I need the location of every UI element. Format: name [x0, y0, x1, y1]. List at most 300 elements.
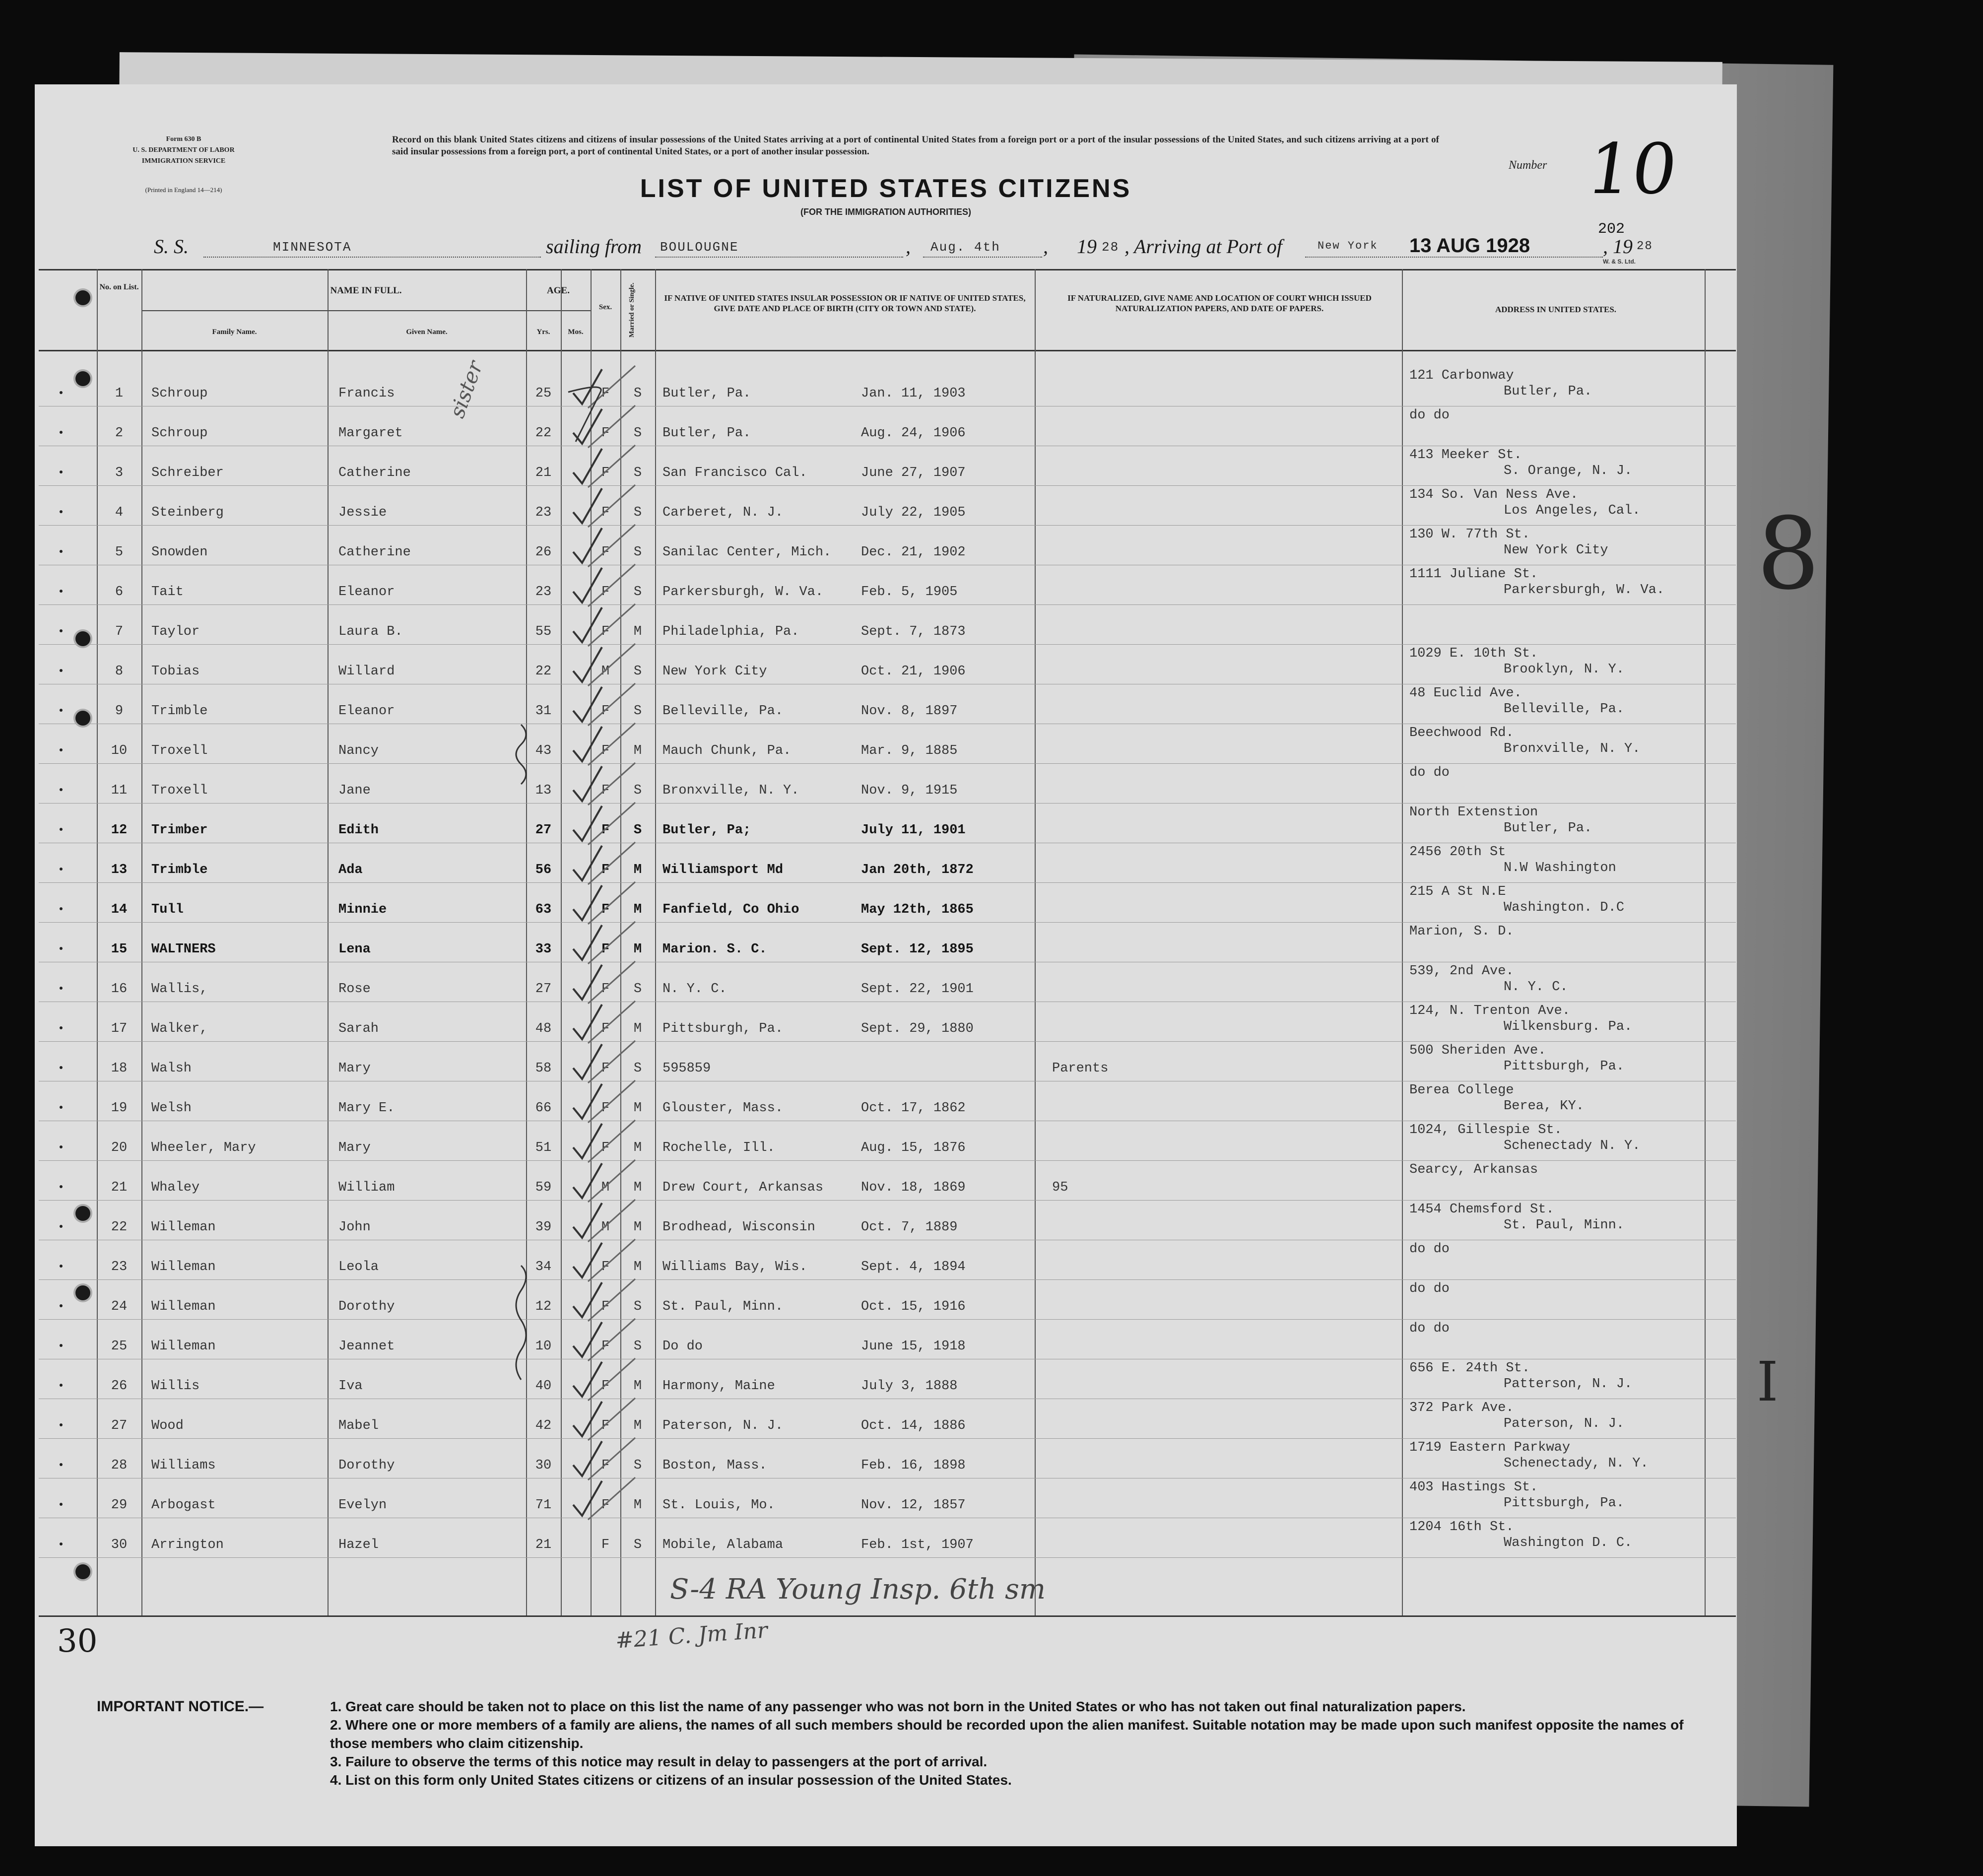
cell-address-line2: Schenectady N. Y. — [1504, 1139, 1641, 1153]
cell-ms: M — [633, 1260, 642, 1274]
col-address: ADDRESS IN UNITED STATES. — [1495, 305, 1617, 314]
table-row — [35, 1520, 1737, 1567]
cell-date: Nov. 12, 1857 — [861, 1498, 966, 1513]
cell-given: Mabel — [338, 1418, 379, 1433]
cell-date: Mar. 9, 1885 — [861, 743, 958, 758]
col-sex: Sex. — [598, 303, 612, 311]
cell-family: Taylor — [151, 624, 200, 639]
table-row — [35, 726, 1737, 773]
cell-given: Jeannet — [338, 1339, 395, 1354]
cell-age: 12 — [535, 1299, 552, 1314]
year-label-2: 19 — [1613, 235, 1633, 258]
ss-label: S. S. — [154, 235, 189, 258]
row-dot — [60, 1145, 63, 1148]
cell-place: 595859 — [662, 1061, 711, 1076]
cell-no: 22 — [111, 1220, 128, 1235]
port-to: New York — [1318, 240, 1378, 252]
cell-sex: F — [601, 1458, 610, 1473]
cell-family: Wood — [151, 1418, 184, 1433]
cell-sex: F — [601, 585, 610, 600]
cell-address-line2: Berea, KY. — [1504, 1099, 1585, 1114]
sailing-date: Aug. 4th — [930, 240, 1000, 255]
cell-sex: F — [601, 505, 610, 520]
printed-note: (Printed in England 14—214) — [145, 186, 222, 194]
printer-mark: W. & S. Ltd. — [1603, 258, 1636, 265]
cell-family: Arrington — [151, 1538, 224, 1552]
cell-ms: S — [633, 426, 642, 441]
cell-date: Oct. 14, 1886 — [861, 1418, 966, 1433]
cell-family: Whaley — [151, 1180, 200, 1195]
cell-sex: F — [601, 1418, 610, 1433]
cell-date: Nov. 8, 1897 — [861, 704, 958, 719]
cell-no: 2 — [115, 426, 124, 441]
cell-given: Francis — [338, 386, 395, 401]
cell-address-line1: 372 Park Ave. — [1409, 1401, 1514, 1415]
cell-no: 25 — [111, 1339, 128, 1354]
row-dot — [60, 987, 63, 990]
cell-nat: 95 — [1052, 1180, 1068, 1195]
cell-given: Margaret — [338, 426, 403, 441]
cell-no: 16 — [111, 982, 128, 997]
cell-family: Walker, — [151, 1021, 208, 1036]
cell-no: 7 — [115, 624, 124, 639]
cell-address-line1: do do — [1409, 1281, 1450, 1296]
cell-no: 29 — [111, 1498, 128, 1513]
cell-date: Oct. 7, 1889 — [861, 1220, 958, 1235]
cell-no: 14 — [111, 902, 128, 917]
cell-given: Mary — [338, 1140, 371, 1155]
cell-sex: F — [601, 545, 610, 560]
cell-given: Catherine — [338, 545, 411, 560]
cell-sex: F — [601, 1339, 610, 1354]
cell-age: 55 — [535, 624, 552, 639]
cell-no: 30 — [111, 1538, 128, 1552]
cell-family: Willeman — [151, 1339, 216, 1354]
cell-address-line1: 215 A St N.E — [1409, 884, 1506, 899]
cell-age: 71 — [535, 1498, 552, 1513]
cell-address-line2: Parkersburgh, W. Va. — [1504, 583, 1665, 598]
cell-ms: S — [633, 386, 642, 401]
cell-date: Dec. 21, 1902 — [861, 545, 966, 560]
cell-ms: S — [633, 664, 642, 679]
cell-age: 22 — [535, 426, 552, 441]
cell-address-line1: 121 Carbonway — [1409, 368, 1514, 383]
cell-ms: M — [633, 1498, 642, 1513]
cell-place: Williamsport Md — [662, 863, 784, 877]
year-label: 19 — [1077, 235, 1097, 258]
cell-date: July 11, 1901 — [861, 823, 966, 838]
col-yrs: Yrs. — [536, 328, 550, 336]
cell-age: 23 — [535, 505, 552, 520]
cell-address-line1: Marion, S. D. — [1409, 924, 1514, 939]
cell-date: Nov. 18, 1869 — [861, 1180, 966, 1195]
cell-place: Paterson, N. J. — [662, 1418, 784, 1433]
cell-address-line1: 2456 20th St — [1409, 845, 1506, 860]
cell-no: 26 — [111, 1379, 128, 1394]
cell-address-line1: 413 Meeker St. — [1409, 448, 1522, 463]
cell-age: 43 — [535, 743, 552, 758]
cell-age: 21 — [535, 466, 552, 480]
cell-address-line1: 1719 Eastern Parkway — [1409, 1440, 1571, 1455]
cell-ms: S — [633, 585, 642, 600]
cell-family: Troxell — [151, 783, 208, 798]
binding-hole — [75, 1564, 90, 1579]
cell-nat: Parents — [1052, 1061, 1109, 1076]
cell-address-line1: do do — [1409, 765, 1450, 780]
cell-ms: S — [633, 1538, 642, 1552]
cell-address-line1: 1029 E. 10th St. — [1409, 646, 1538, 661]
cell-given: Jane — [338, 783, 371, 798]
row-dot — [60, 391, 63, 394]
cell-address-line1: 48 Euclid Ave. — [1409, 686, 1522, 701]
cell-given: Ada — [338, 863, 363, 877]
cell-ms: S — [633, 823, 642, 838]
cell-place: New York City — [662, 664, 767, 679]
cell-no: 1 — [115, 386, 124, 401]
cell-age: 39 — [535, 1220, 552, 1235]
cell-address-line1: 539, 2nd Ave. — [1409, 964, 1514, 979]
cell-family: Welsh — [151, 1101, 192, 1116]
cell-address-line1: 124, N. Trenton Ave. — [1409, 1004, 1571, 1018]
cell-place: San Francisco Cal. — [662, 466, 807, 480]
cell-family: Willis — [151, 1379, 200, 1394]
cell-date: July 22, 1905 — [861, 505, 966, 520]
cell-sex: F — [601, 1299, 610, 1314]
cell-address-line2: Pittsburgh, Pa. — [1504, 1059, 1625, 1074]
cell-age: 26 — [535, 545, 552, 560]
row-dot — [60, 1066, 63, 1069]
cell-family: Steinberg — [151, 505, 224, 520]
cell-address-line2: Paterson, N. J. — [1504, 1416, 1625, 1431]
cell-family: Willeman — [151, 1220, 216, 1235]
cell-sex: F — [601, 624, 610, 639]
department: U. S. DEPARTMENT OF LABOR — [132, 146, 235, 154]
cell-place: Butler, Pa; — [662, 823, 751, 838]
row-dot — [60, 1542, 63, 1545]
cell-no: 19 — [111, 1101, 128, 1116]
cell-place: St. Paul, Minn. — [662, 1299, 784, 1314]
cell-given: William — [338, 1180, 395, 1195]
cell-age: 27 — [535, 982, 552, 997]
service: IMMIGRATION SERVICE — [141, 157, 226, 165]
cell-sex: F — [601, 863, 610, 877]
handwritten-inspector-note: S-4 RA Young Insp. 6th sm — [670, 1573, 1046, 1606]
cell-address-line1: 500 Sheriden Ave. — [1409, 1043, 1546, 1058]
cell-place: Drew Court, Arkansas — [662, 1180, 824, 1195]
row-dot — [60, 1463, 63, 1466]
cell-address-line1: do do — [1409, 1242, 1450, 1257]
cell-sex: F — [601, 1538, 610, 1552]
cell-sex: F — [601, 982, 610, 997]
cell-place: Do do — [662, 1339, 703, 1354]
cell-no: 5 — [115, 545, 124, 560]
cell-age: 58 — [535, 1061, 552, 1076]
cell-address-line2: Butler, Pa. — [1504, 384, 1592, 399]
cell-sex: F — [601, 942, 610, 957]
row-dot — [60, 1225, 63, 1228]
row-dot — [60, 868, 63, 871]
cell-family: Walsh — [151, 1061, 192, 1076]
cell-place: St. Louis, Mo. — [662, 1498, 775, 1513]
arrival-year: 28 — [1637, 240, 1653, 253]
cell-ms: M — [633, 624, 642, 639]
cell-family: Trimble — [151, 863, 208, 877]
cell-sex: F — [601, 743, 610, 758]
cell-address-line1: 1204 16th St. — [1409, 1520, 1514, 1535]
row-dot — [60, 1304, 63, 1307]
row-dot — [60, 1344, 63, 1347]
cell-address-line1: 1024, Gillespie St. — [1409, 1123, 1562, 1138]
cell-date: Feb. 1st, 1907 — [861, 1538, 974, 1552]
cell-ms: S — [633, 1299, 642, 1314]
cell-place: Sanilac Center, Mich. — [662, 545, 832, 560]
cell-address-line1: 1111 Juliane St. — [1409, 567, 1538, 582]
cell-sex: F — [601, 386, 610, 401]
cell-given: Minnie — [338, 902, 387, 917]
cell-no: 11 — [111, 783, 128, 798]
cell-no: 8 — [115, 664, 124, 679]
cell-place: Rochelle, Ill. — [662, 1140, 775, 1155]
cell-age: 63 — [535, 902, 552, 917]
notice-heading: IMPORTANT NOTICE.— — [97, 1698, 264, 1715]
cell-ms: S — [633, 704, 642, 719]
cell-date: May 12th, 1865 — [861, 902, 974, 917]
cell-sex: F — [601, 823, 610, 838]
cell-date: Feb. 5, 1905 — [861, 585, 958, 600]
cell-sex: F — [601, 1260, 610, 1274]
col-naturalized: IF NATURALIZED, GIVE NAME AND LOCATION OF COURT WHICH ISSUED NATURALIZATION PAPERS, AND DATE OF PAPERS. — [1067, 293, 1372, 313]
table-row — [35, 1281, 1737, 1329]
col-birth: IF NATIVE OF UNITED STATES INSULAR POSSESSION OR IF NATIVE OF UNITED STATES, GIVE DATE AND PLACE OF BIRTH (CITY OR TOWN AND STATE). — [664, 293, 1026, 313]
cell-date: Oct. 21, 1906 — [861, 664, 966, 679]
cell-age: 21 — [535, 1538, 552, 1552]
cell-ms: M — [633, 1101, 642, 1116]
cell-date: Aug. 15, 1876 — [861, 1140, 966, 1155]
cell-place: Glouster, Mass. — [662, 1101, 784, 1116]
cell-ms: M — [633, 1418, 642, 1433]
cell-ms: M — [633, 1180, 642, 1195]
row-dot — [60, 629, 63, 632]
handwritten-sister-note: sister — [444, 357, 488, 421]
cell-address-line1: 403 Hastings St. — [1409, 1480, 1538, 1495]
cell-place: Butler, Pa. — [662, 386, 751, 401]
row-dot — [60, 788, 63, 791]
cell-date: June 15, 1918 — [861, 1339, 966, 1354]
row-dot — [60, 669, 63, 672]
handwritten-row21-note: #21 C. Jm Inr — [614, 1617, 769, 1654]
col-given-name: Given Name. — [406, 328, 448, 336]
cell-address-line1: 1454 Chemsford St. — [1409, 1202, 1554, 1217]
page-title: LIST OF UNITED STATES CITIZENS — [640, 174, 1132, 203]
cell-given: Willard — [338, 664, 395, 679]
cell-address-line2: New York City — [1504, 543, 1608, 558]
cell-place: Carberet, N. J. — [662, 505, 784, 520]
cell-sex: M — [601, 1180, 610, 1195]
cell-date: Jan 20th, 1872 — [861, 863, 974, 877]
cell-no: 28 — [111, 1458, 128, 1473]
cell-ms: M — [633, 1220, 642, 1235]
cell-place: Mauch Chunk, Pa. — [662, 743, 792, 758]
manifest-page — [35, 84, 1737, 1846]
cell-family: Wallis, — [151, 982, 208, 997]
cell-family: Schroup — [151, 386, 208, 401]
cell-sex: F — [601, 1140, 610, 1155]
cell-given: Nancy — [338, 743, 379, 758]
cell-address-line2: Butler, Pa. — [1504, 821, 1592, 836]
cell-no: 6 — [115, 585, 124, 600]
cell-sex: F — [601, 783, 610, 798]
cell-no: 10 — [111, 743, 128, 758]
cell-no: 4 — [115, 505, 124, 520]
stamp-number: 202 — [1598, 221, 1625, 238]
cell-ms: M — [633, 902, 642, 917]
row-dot — [60, 748, 63, 751]
row-dot — [60, 1026, 63, 1029]
cell-date: Aug. 24, 1906 — [861, 426, 966, 441]
form-number: Form 630 B — [166, 135, 201, 143]
cell-place: Boston, Mass. — [662, 1458, 767, 1473]
cell-given: Jessie — [338, 505, 387, 520]
cell-family: Willeman — [151, 1260, 216, 1274]
cell-place: Harmony, Maine — [662, 1379, 775, 1394]
cell-family: Arbogast — [151, 1498, 216, 1513]
cell-place: Williams Bay, Wis. — [662, 1260, 807, 1274]
cell-age: 34 — [535, 1260, 552, 1274]
cell-address-line2: N. Y. C. — [1504, 980, 1568, 995]
col-married-single: Married or Single. — [628, 282, 636, 338]
cell-given: Edith — [338, 823, 379, 838]
cell-sex: F — [601, 1061, 610, 1076]
cell-age: 33 — [535, 942, 552, 957]
cell-address-line1: do do — [1409, 408, 1450, 423]
cell-place: Marion. S. C. — [662, 942, 767, 957]
cell-place: Parkersburgh, W. Va. — [662, 585, 824, 600]
cell-age: 25 — [535, 386, 552, 401]
cell-address-line1: do do — [1409, 1321, 1450, 1336]
row-dot — [60, 907, 63, 910]
cell-ms: M — [633, 743, 642, 758]
cell-address-line2: S. Orange, N. J. — [1504, 464, 1633, 478]
ship-name: MINNESOTA — [273, 240, 352, 255]
cell-family: Wheeler, Mary — [151, 1140, 256, 1155]
cell-ms: M — [633, 1021, 642, 1036]
cell-given: Catherine — [338, 466, 411, 480]
cell-family: Troxell — [151, 743, 208, 758]
cell-place: Bronxville, N. Y. — [662, 783, 799, 798]
cell-date: Feb. 16, 1898 — [861, 1458, 966, 1473]
cell-no: 9 — [115, 704, 124, 719]
cell-given: John — [338, 1220, 371, 1235]
cell-family: Schroup — [151, 426, 208, 441]
cell-place: N. Y. C. — [662, 982, 727, 997]
binding-hole — [75, 290, 90, 305]
arrival-stamp: 13 AUG 1928 — [1409, 235, 1530, 257]
cell-given: Leola — [338, 1260, 379, 1274]
cell-address-line2: Washington D. C. — [1504, 1536, 1633, 1550]
binding-hole — [75, 631, 90, 646]
cell-date: Sept. 29, 1880 — [861, 1021, 974, 1036]
cell-given: Laura B. — [338, 624, 403, 639]
cell-sex: F — [601, 902, 610, 917]
cell-no: 13 — [111, 863, 128, 877]
col-age: AGE. — [547, 285, 570, 296]
cell-date: Sept. 12, 1895 — [861, 942, 974, 957]
cell-family: Trimble — [151, 704, 208, 719]
cell-address-line1: 656 E. 24th St. — [1409, 1361, 1530, 1376]
record-instructions: Record on this blank United States citizens and citizens of insular possessions of the United States arriving at a port of continental United States from a foreign port or a port of the insular possessions of the United States, and such citizens arriving at a port of said insular possessions from a foreign port, a port of continental United States, or a port of another insular possession. — [392, 134, 1439, 157]
cell-age: 66 — [535, 1101, 552, 1116]
cell-family: Williams — [151, 1458, 216, 1473]
row-dot — [60, 1503, 63, 1506]
col-family-name: Family Name. — [212, 328, 257, 336]
row-dot — [60, 550, 63, 553]
cell-date: Oct. 15, 1916 — [861, 1299, 966, 1314]
side-handwritten-8: 8 — [1757, 496, 1820, 612]
cell-place: Mobile, Alabama — [662, 1538, 784, 1552]
cell-given: Dorothy — [338, 1299, 395, 1314]
cell-ms: M — [633, 1379, 642, 1394]
notice-item: 2. Where one or more members of a family are aliens, the names of all such members should be recorded upon the alien manifest. Suitable notation may be made upon such manifest opposite the names of those members who claim citizenship. — [330, 1717, 1684, 1751]
cell-place: Philadelphia, Pa. — [662, 624, 799, 639]
row-dot — [60, 947, 63, 950]
cell-family: Tait — [151, 585, 184, 600]
notice-item: 4. List on this form only United States citizens or citizens of an insular possession of the United States. — [330, 1772, 1012, 1788]
list-number: 10 — [1582, 129, 1682, 210]
cell-age: 22 — [535, 664, 552, 679]
cell-ms: S — [633, 1339, 642, 1354]
row-dot — [60, 1265, 63, 1268]
cell-address-line1: Berea College — [1409, 1083, 1514, 1098]
cell-family: Snowden — [151, 545, 208, 560]
cell-address-line1: 130 W. 77th St. — [1409, 527, 1530, 542]
cell-address-line1: Beechwood Rd. — [1409, 726, 1514, 740]
page-subtitle: (FOR THE IMMIGRATION AUTHORITIES) — [800, 207, 971, 217]
cell-date: Sept. 4, 1894 — [861, 1260, 966, 1274]
cell-family: Tobias — [151, 664, 200, 679]
cell-no: 24 — [111, 1299, 128, 1314]
cell-sex: F — [601, 1379, 610, 1394]
sailing-label: sailing from — [546, 235, 642, 258]
cell-ms: M — [633, 942, 642, 957]
cell-age: 10 — [535, 1339, 552, 1354]
cell-address-line1: North Extenstion — [1409, 805, 1538, 820]
cell-address-line2: Schenectady, N. Y. — [1504, 1456, 1649, 1471]
cell-address-line2: Bronxville, N. Y. — [1504, 741, 1641, 756]
cell-address-line2: Patterson, N. J. — [1504, 1377, 1633, 1392]
binding-hole — [75, 1285, 90, 1300]
cell-age: 13 — [535, 783, 552, 798]
cell-given: Dorothy — [338, 1458, 395, 1473]
cell-sex: F — [601, 1021, 610, 1036]
cell-sex: F — [601, 704, 610, 719]
row-dot — [60, 510, 63, 513]
cell-address-line1: Searcy, Arkansas — [1409, 1162, 1538, 1177]
cell-family: Tull — [151, 902, 184, 917]
col-name-in-full: NAME IN FULL. — [330, 285, 402, 296]
table-row — [35, 368, 1737, 416]
cell-age: 42 — [535, 1418, 552, 1433]
row-dot — [60, 1384, 63, 1387]
cell-given: Sarah — [338, 1021, 379, 1036]
cell-ms: S — [633, 466, 642, 480]
cell-date: Oct. 17, 1862 — [861, 1101, 966, 1116]
cell-ms: S — [633, 783, 642, 798]
cell-place: Belleville, Pa. — [662, 704, 784, 719]
cell-family: Willeman — [151, 1299, 216, 1314]
notice-item: 3. Failure to observe the terms of this notice may result in delay to passengers at the port of arrival. — [330, 1754, 988, 1769]
cell-given: Mary E. — [338, 1101, 395, 1116]
binding-hole — [75, 371, 90, 386]
